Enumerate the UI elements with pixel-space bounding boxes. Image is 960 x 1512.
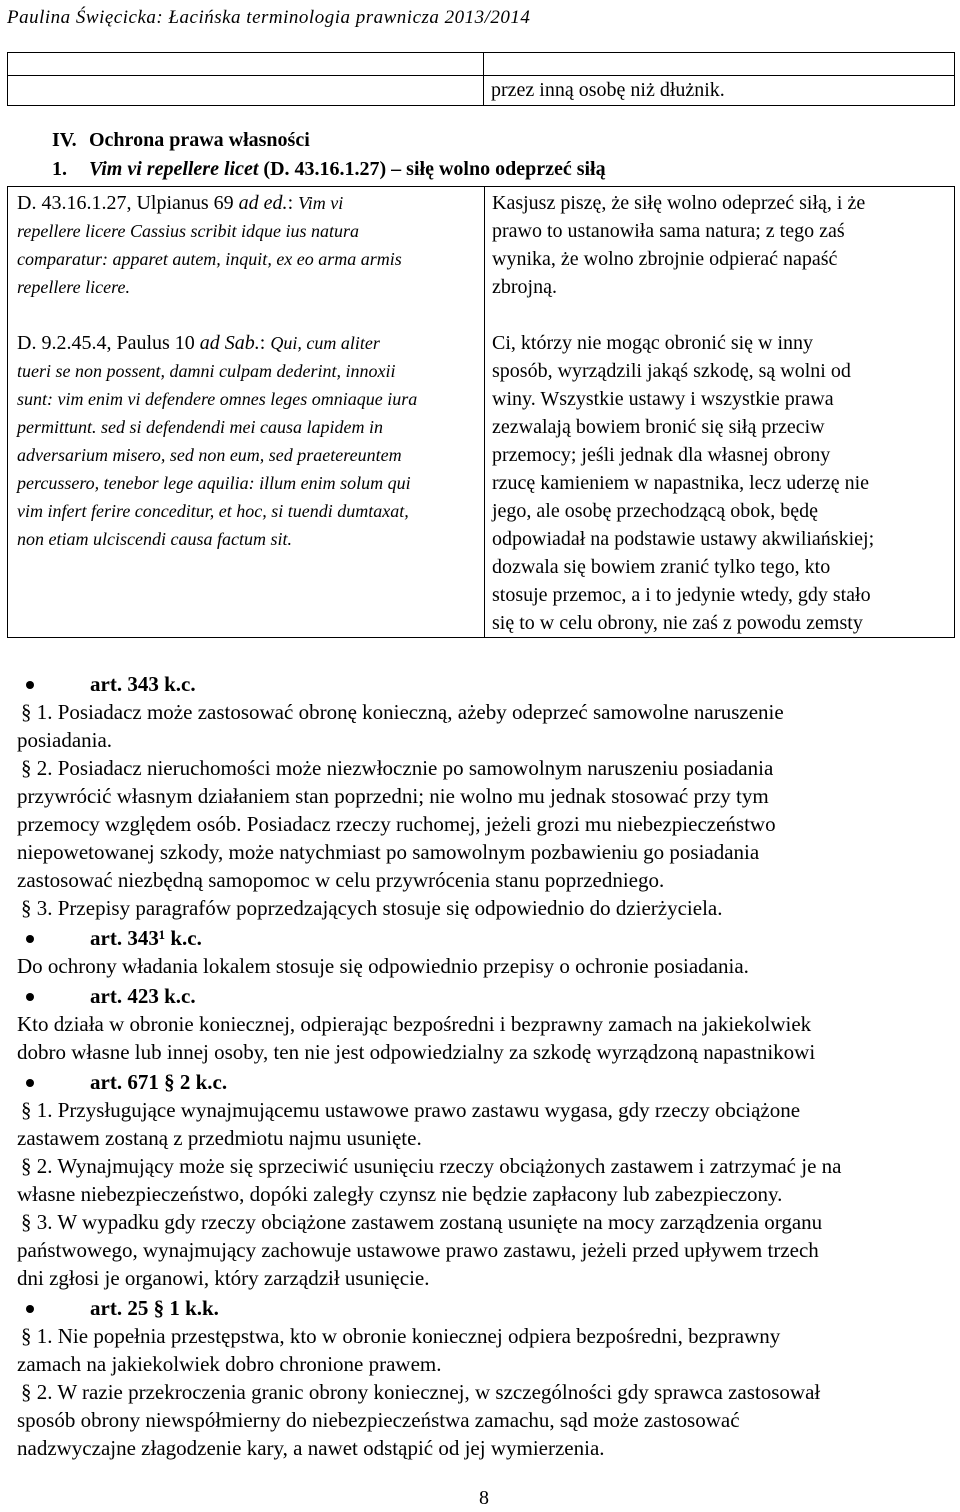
translation-line: odpowiadał na podstawie ustawy akwiliańskiej; xyxy=(492,528,875,550)
paragraph-line: posiadania. xyxy=(17,728,113,752)
latin-line: permittunt. sed si defendendi mei causa lapidem in xyxy=(17,417,383,437)
paragraph-line: sposób obrony niewspółmierny do niebezpieczeństwa zamachu, sąd może zastosować xyxy=(17,1408,740,1432)
translation-line: Ci, którzy nie mogąc obronić się w inny xyxy=(492,332,814,354)
paragraph-line: § 2. Posiadacz nieruchomości może niezwłocznie po samowolnym naruszeniu posiadania xyxy=(21,756,774,780)
latin-text: Qui, cum aliter xyxy=(270,333,380,353)
provision-label: art. 423 k.c. xyxy=(90,984,196,1008)
translation-line: winy. Wszystkie ustawy i wszystkie prawa xyxy=(492,388,834,410)
paragraph-line: Kto działa w obronie koniecznej, odpierając bezpośredni i bezprawny zamach na jakiekolwiek xyxy=(17,1012,812,1036)
latin-maxim: Vim vi repellere licet xyxy=(89,158,259,180)
section-title: Ochrona prawa własności xyxy=(89,129,310,151)
provision xyxy=(0,983,960,1066)
paragraph-line: zastawem zostaną z przedmiotu najmu usunięte. xyxy=(17,1126,422,1150)
latin-line: comparatur: apparet autem, inquit, ex eo arma armis xyxy=(17,249,402,269)
paulus-passage xyxy=(17,329,484,553)
page-number: 8 xyxy=(479,1487,489,1509)
paragraph-line: przywrócić własnym działaniem stan poprzedni; nie wolno mu jednak stosować przy tym xyxy=(17,784,769,808)
paragraph-line: § 3. W wypadku gdy rzeczy obciążone zastawem zostaną usunięte na mocy zarządzenia organu xyxy=(21,1210,823,1234)
provision-label: art. 343¹ k.c. xyxy=(90,926,202,950)
running-header: Paulina Święcicka: Łacińska terminologia prawnicza 2013/2014 xyxy=(7,7,531,28)
citation-work: ad Sab. xyxy=(199,332,260,354)
paragraph-line: § 1. Posiadacz może zastosować obronę konieczną, ażeby odeprzeć samowolne naruszenie xyxy=(21,700,784,724)
paragraph-line: dobro własne lub innej osoby, ten nie jest odpowiedzialny za szkodę wyrządzoną napastnikowi xyxy=(17,1040,816,1064)
continued-table xyxy=(7,52,955,106)
provision xyxy=(0,925,960,980)
latin-line: sunt: vim enim vi defendere omnes leges omniaque iura xyxy=(17,389,418,409)
provision-paragraph xyxy=(0,1152,960,1208)
maxim-line xyxy=(52,155,606,184)
translation-line: stosuje przemoc, a i to jedynie wtedy, gdy stało xyxy=(492,584,871,606)
latin-lines xyxy=(17,357,484,553)
citation-line xyxy=(17,189,343,217)
provision-paragraph xyxy=(0,1010,960,1066)
section-heading xyxy=(52,126,606,184)
latin-line: vim infert ferire conceditur, et hoc, si tuendi dumtaxat, xyxy=(17,501,409,521)
provision-paragraph xyxy=(0,1208,960,1292)
provision-label: art. 25 § 1 k.k. xyxy=(90,1296,219,1320)
section-title-line xyxy=(52,126,606,155)
paragraph-line: przemocy względem osób. Posiadacz rzeczy ruchomej, jeżeli grozi mu niebezpieczeństwo xyxy=(17,812,776,836)
bullet-icon xyxy=(26,993,34,1001)
paragraph-line: § 1. Nie popełnia przestępstwa, kto w obronie koniecznej odpiera bezpośredni, bezprawny xyxy=(21,1324,781,1348)
provision xyxy=(0,671,960,922)
translation-line: sposób, wyrządzili jakąś szkodę, są wolni od xyxy=(492,360,851,382)
translation-line: dozwala się bowiem zranić tylko tego, kto xyxy=(492,556,831,578)
latin-line: repellere licere. xyxy=(17,277,130,297)
table-cell xyxy=(8,53,484,75)
provision-label: art. 671 § 2 k.c. xyxy=(90,1070,228,1094)
translation-line: prawo to ustanowiła sama natura; z tego zaś xyxy=(492,220,845,242)
provision-paragraph xyxy=(0,1096,960,1152)
paragraph-line: § 2. Wynajmujący może się sprzeciwić usunięciu rzeczy obciążonych zastawem i zatrzymać je na xyxy=(21,1154,842,1178)
provision-heading xyxy=(0,1069,960,1096)
citation-line xyxy=(17,329,380,357)
table-cell-text: przez inną osobę niż dłużnik. xyxy=(491,79,725,101)
translation-line: przemocy; jeśli jednak dla własnej obrony xyxy=(492,444,831,466)
citation-ref: D. 43.16.1.27, Ulpianus 69 xyxy=(17,192,239,214)
translation-line: rzucę kamieniem w napastnika, lecz uderzę nie xyxy=(492,472,870,494)
ulpianus-passage xyxy=(17,189,484,301)
provision xyxy=(0,1295,960,1462)
provision-paragraph xyxy=(0,1322,960,1378)
paulus-translation xyxy=(492,329,954,637)
bullet-icon xyxy=(26,681,34,689)
paragraph-line: zastosować niezbędną samopomoc w celu przywrócenia stanu poprzedniego. xyxy=(17,868,665,892)
paragraph-line: własne niebezpieczeństwo, dopóki zaległy czynsz nie będzie zapłacony lub zabezpieczony. xyxy=(17,1182,783,1206)
translation-line: się to w celu obrony, nie zaś z powodu zemsty xyxy=(492,612,863,634)
paragraph-line: niepowetowanej szkody, może natychmiast po samowolnym pozbawieniu go posiadania xyxy=(17,840,760,864)
translation-line: jego, ale osobę przechodzącą obok, będę xyxy=(492,500,818,522)
translation-line: zezwalają bowiem bronić się siłą przeciw xyxy=(492,416,825,438)
source-table xyxy=(7,186,955,638)
citation-colon: : xyxy=(287,192,299,214)
paragraph-line: dni zgłosi je organowi, który zarządził usunięcie. xyxy=(17,1266,430,1290)
paragraph-line: Do ochrony władania lokalem stosuje się odpowiednio przepisy o ochronie posiadania. xyxy=(17,954,749,978)
provision-heading xyxy=(0,671,960,698)
provision-paragraph xyxy=(0,698,960,754)
latin-line: percussero, tenebor lege aquilia: illum enim solum qui xyxy=(17,473,411,493)
table-cell xyxy=(484,53,491,75)
paragraph-line: zamach na jakiekolwiek dobro chronione prawem. xyxy=(17,1352,442,1376)
latin-line: repellere licere Cassius scribit idque ius natura xyxy=(17,221,359,241)
paragraph-line: § 1. Przysługujące wynajmującemu ustawowe prawo zastawu wygasa, gdy rzeczy obciążone xyxy=(21,1098,801,1122)
provision-paragraph xyxy=(0,1378,960,1462)
table-cell xyxy=(8,76,484,105)
table-row xyxy=(8,76,954,105)
paragraph-line: państwowego, wynajmujący zachowuje ustawowe prawo zastawu, jeżeli przed upływem trzech xyxy=(17,1238,819,1262)
translation-line: wynika, że wolno zbrojnie odpierać napaść xyxy=(492,248,838,270)
latin-line: non etiam ulciscendi causa factum sit. xyxy=(17,529,292,549)
maxim-translation: (D. 43.16.1.27) – siłę wolno odeprzeć siłą xyxy=(258,158,606,180)
latin-column xyxy=(8,187,485,637)
provisions-list xyxy=(0,671,960,1462)
provision-heading xyxy=(0,983,960,1010)
citation-colon: : xyxy=(259,332,271,354)
bullet-icon xyxy=(26,935,34,943)
provision-heading xyxy=(0,925,960,952)
table-row xyxy=(8,53,954,76)
provision-heading xyxy=(0,1295,960,1322)
section-number: IV. xyxy=(52,129,77,151)
translation-line: Kasjusz piszę, że siłę wolno odeprzeć siłą, i że xyxy=(492,192,866,214)
paragraph-line: § 2. W razie przekroczenia granic obrony koniecznej, w szczególności gdy sprawca zastosował xyxy=(21,1380,821,1404)
item-number: 1. xyxy=(52,158,67,180)
latin-text: Vim vi xyxy=(298,193,344,213)
ulpianus-translation xyxy=(492,189,954,301)
translation-line: zbrojną. xyxy=(492,276,557,298)
provision-paragraph xyxy=(0,952,960,980)
paragraph-line: § 3. Przepisy paragrafów poprzedzających stosuje się odpowiednio do dzierżyciela. xyxy=(21,896,723,920)
latin-line: tueri se non possent, damni culpam dederint, innoxii xyxy=(17,361,396,381)
bullet-icon xyxy=(26,1079,34,1087)
paragraph-line: nadzwyczajne złagodzenie kary, a nawet odstąpić od jej wymierzenia. xyxy=(17,1436,605,1460)
provision-label: art. 343 k.c. xyxy=(90,672,196,696)
polish-column xyxy=(485,187,954,637)
provision-paragraph xyxy=(0,754,960,894)
citation-ref: D. 9.2.45.4, Paulus 10 xyxy=(17,332,200,354)
citation-work: ad ed. xyxy=(238,192,288,214)
bullet-icon xyxy=(26,1305,34,1313)
latin-lines xyxy=(17,217,484,301)
latin-line: adversarium misero, sed non eum, sed praetereuntem xyxy=(17,445,402,465)
provision xyxy=(0,1069,960,1292)
provision-paragraph xyxy=(0,894,960,922)
